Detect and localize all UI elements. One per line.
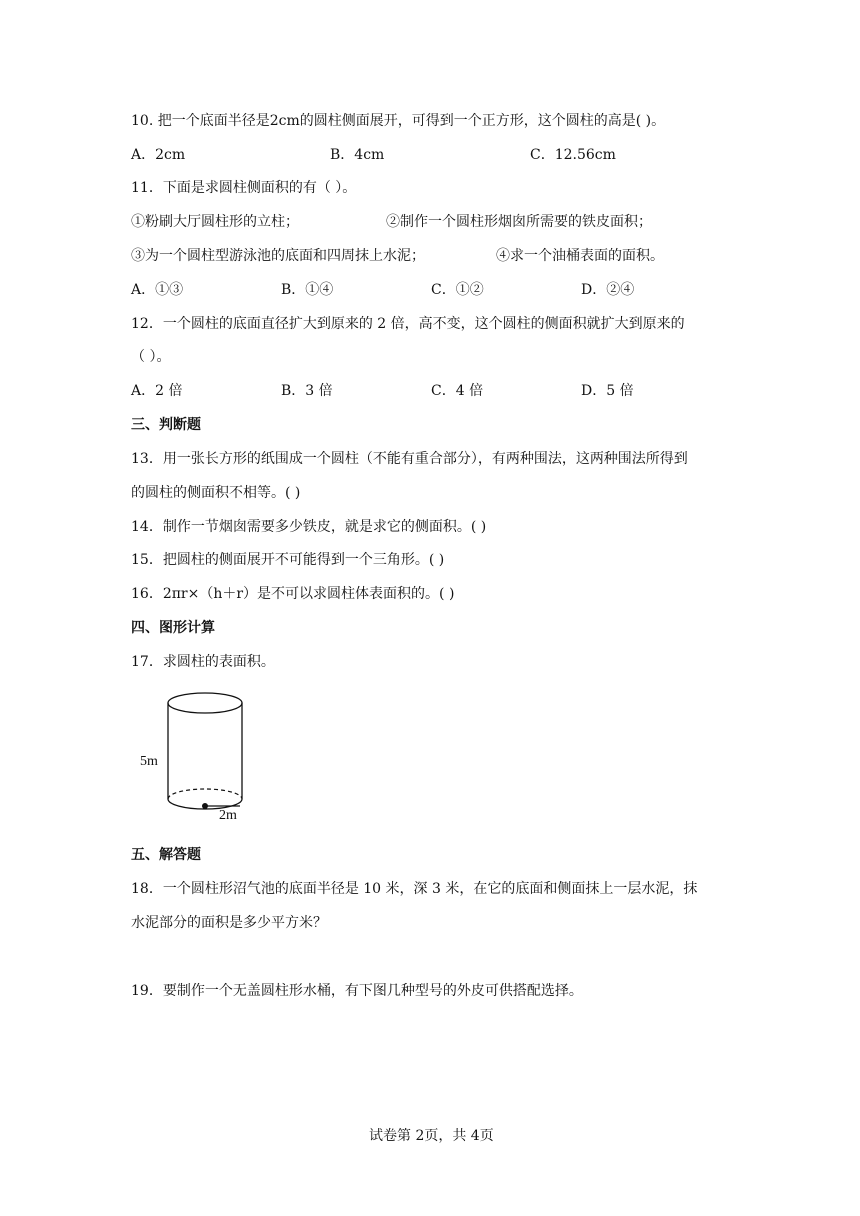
- question-10-option-b: B．4cm: [330, 147, 385, 163]
- question-11-option-a: A．①③: [131, 282, 184, 298]
- question-17: 17．求圆柱的表面积。: [131, 654, 275, 670]
- section-3-heading: 三、判断题: [131, 417, 201, 433]
- question-11-option-c: C．①②: [431, 282, 484, 298]
- question-12-stem-line-1: 12．一个圆柱的底面直径扩大到原来的 2 倍，高不变，这个圆柱的侧面积就扩大到原来的: [131, 316, 685, 332]
- question-12-option-b: B．3 倍: [281, 383, 333, 399]
- question-10-option-a: A．2cm: [131, 147, 186, 163]
- page-footer: 试卷第 2页，共 4页: [369, 1128, 494, 1144]
- question-14: 14．制作一节烟囱需要多少铁皮，就是求它的侧面积。( ): [131, 519, 487, 535]
- question-11-option-b: B．①④: [281, 282, 334, 298]
- question-10-option-c: C．12.56cm: [530, 147, 616, 163]
- question-18-line-1: 18．一个圆柱形沼气池的底面半径是 10 米，深 3 米，在它的底面和侧面抹上一层水泥，抹: [131, 881, 698, 897]
- question-19: 19．要制作一个无盖圆柱形水桶，有下图几种型号的外皮可供搭配选择。: [131, 983, 583, 999]
- question-11-item-3: ③为一个圆柱型游泳池的底面和四周抹上水泥；: [131, 248, 425, 264]
- question-18-line-2: 水泥部分的面积是多少平方米？: [131, 915, 327, 931]
- cylinder-top-ellipse: [168, 693, 242, 713]
- question-11-stem: 11．下面是求圆柱侧面积的有（ ）。: [131, 180, 357, 196]
- question-11-item-2: ②制作一个圆柱形烟囱所需要的铁皮面积；: [386, 214, 652, 230]
- question-12-option-c: C．4 倍: [431, 383, 484, 399]
- cylinder-height-label: 5m: [140, 754, 158, 769]
- question-12-option-d: D．5 倍: [581, 383, 634, 399]
- section-4-heading: 四、图形计算: [131, 620, 215, 636]
- question-12-option-a: A．2 倍: [131, 383, 183, 399]
- question-16: 16．2πr×（h＋r）是不可以求圆柱体表面积的。( ): [131, 586, 455, 602]
- question-11-item-4: ④求一个油桶表面的面积。: [496, 248, 664, 264]
- section-5-heading: 五、解答题: [131, 847, 201, 863]
- question-13-line-1: 13．用一张长方形的纸围成一个圆柱（不能有重合部分），有两种围法，这两种围法所得到: [131, 451, 688, 467]
- cylinder-bottom-back-arc: [168, 789, 242, 799]
- question-12-stem-line-2: （ ）。: [131, 349, 171, 365]
- question-10-stem: 10. 把一个底面半径是2cm的圆柱侧面展开，可得到一个正方形，这个圆柱的高是( )。: [131, 113, 666, 129]
- cylinder-center-dot: [202, 803, 208, 809]
- question-11-option-d: D．②④: [581, 282, 635, 298]
- question-11-item-1: ①粉刷大厅圆柱形的立柱；: [131, 214, 299, 230]
- question-15: 15．把圆柱的侧面展开不可能得到一个三角形。( ): [131, 552, 445, 568]
- question-13-line-2: 的圆柱的侧面积不相等。( ): [131, 485, 301, 501]
- cylinder-radius-label: 2m: [219, 808, 237, 823]
